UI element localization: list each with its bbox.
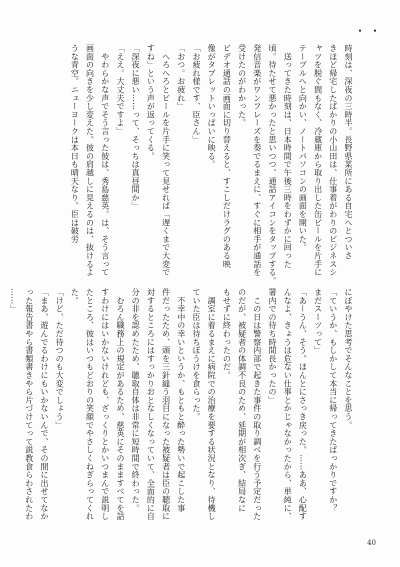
text-line: もせずに終わったのだ。: [222, 288, 232, 380]
text-line: 送ってきた時刻は、日本時間で午後三時をわずかに回った: [283, 44, 293, 269]
text-line: 「お疲れ様です、臣さん」: [191, 44, 201, 144]
text-line: んなよ、きょうは危ない仕事とかじゃなかったから、単純に、: [283, 288, 293, 521]
text-line: 受けたのがわかった。: [237, 44, 247, 127]
text-line: のだが、被疑者の体調不良のため、延期が相次ぎ、結局なに: [237, 288, 247, 513]
text-line: やわらかな声でそう言った彼は、秀島慈英。は、そう言って: [100, 44, 110, 277]
text-line: 「けど、ただ待つのも大変でしょう」: [55, 288, 65, 430]
text-line: まだスーツって」: [313, 288, 323, 355]
text-line: った報告書やら書類書きやら片づけてって説教食らわされたわ: [24, 288, 34, 521]
text-line: 発信音楽がワンフレーズを奏でるまえに、すぐに相手が通話を: [252, 44, 262, 277]
text-line: 「ていうか、もしかして本当に帰ってきたばっかりですか？: [328, 288, 338, 513]
text-line: すわけにはいかないけれども、ざっくりとかいつまんで説明し: [100, 288, 110, 521]
text-line: 画面の向きを少し変えた。彼の肩越しに見えるのは、抜けるよ: [85, 44, 95, 277]
text-line: 時刻は、深夜の三時半。長野県某所にある自宅へとついさ: [344, 44, 353, 260]
text-line: たところ、彼はいつもどおりの笑顔でやさしくねぎらってくれ: [85, 288, 95, 521]
text-line: すね」という声が返ってくる。: [146, 44, 156, 161]
lower-text-block: [9, 288, 356, 528]
text-line: 対するところにはすっかりおとなしくなっていて、全面的に自: [146, 288, 156, 521]
text-line: 調室に着るまえに病院での治療を要する状況となり、待機し: [207, 288, 217, 521]
text-line: た。: [70, 288, 80, 305]
text-line: うな青空。ニューヨークは本日も晴天なり。臣は破労: [70, 44, 80, 244]
text-line: 「まあ、遊んでるわけにもいかないんで、その間に出せてなか: [39, 288, 49, 521]
text-line: 「ええ。大丈夫ですよ」: [115, 44, 125, 136]
text-line: 署内での待ち時間長かったの」: [267, 288, 277, 405]
text-line: ……」: [9, 288, 19, 313]
page-marker: ・・: [353, 24, 384, 38]
text-line: 不幸中の幸いというか、もともと酔った勢いで起こした事: [176, 288, 186, 513]
text-line: むろん職務上の規定があるため、慈英にそのまますべてを話: [115, 288, 125, 521]
text-line: テーブルへと向かい、ノートパソコンの画面を開いた。: [298, 44, 308, 252]
text-line: 「あーうん、そう。ほんとにさっき戻った。……ああ、心配す: [298, 288, 308, 521]
text-line: ャツを脱ぐ間もなく、冷蔵庫から取り出した缶ビールを片手に: [313, 44, 323, 277]
text-line: きほど帰宅したばかりの小山田は、仕事着がわりのビジネスシ: [328, 44, 338, 277]
text-line: 「おつ。お疲れ」: [176, 44, 186, 111]
text-line: 頃。待たせて悪かったと思いつつ、通話アイコンをタップする。: [267, 44, 277, 285]
page-number: 40: [367, 539, 376, 547]
text-line: この日は警察内部で起きた事件の取り調べを行う予定だった: [252, 288, 262, 521]
text-line: ていた臣は待ちぼうけを食らった。: [191, 288, 201, 421]
text-line: 分の非を認めたため、聴取自体は非常に短時間で終わった。: [131, 288, 141, 513]
text-line: 像がタブレットいっぱいに映る。: [207, 44, 217, 169]
text-line: 件だったため、頭を三針縫う羽目になった被疑者は臣の聴取に: [161, 288, 171, 521]
text-line: 「深夜に悪い……って、そっちは真昼間か」: [131, 44, 141, 210]
upper-text-block: [70, 44, 356, 285]
text-line: にぼやけた思考でそんなことを思う。: [344, 288, 353, 430]
text-line: ビデオ通話の画面に切り替えると、すこしだけラグのある映: [222, 44, 232, 269]
text-line: へろへろとビールを片手に笑って見せれば「遅くまで大変で: [161, 44, 171, 277]
